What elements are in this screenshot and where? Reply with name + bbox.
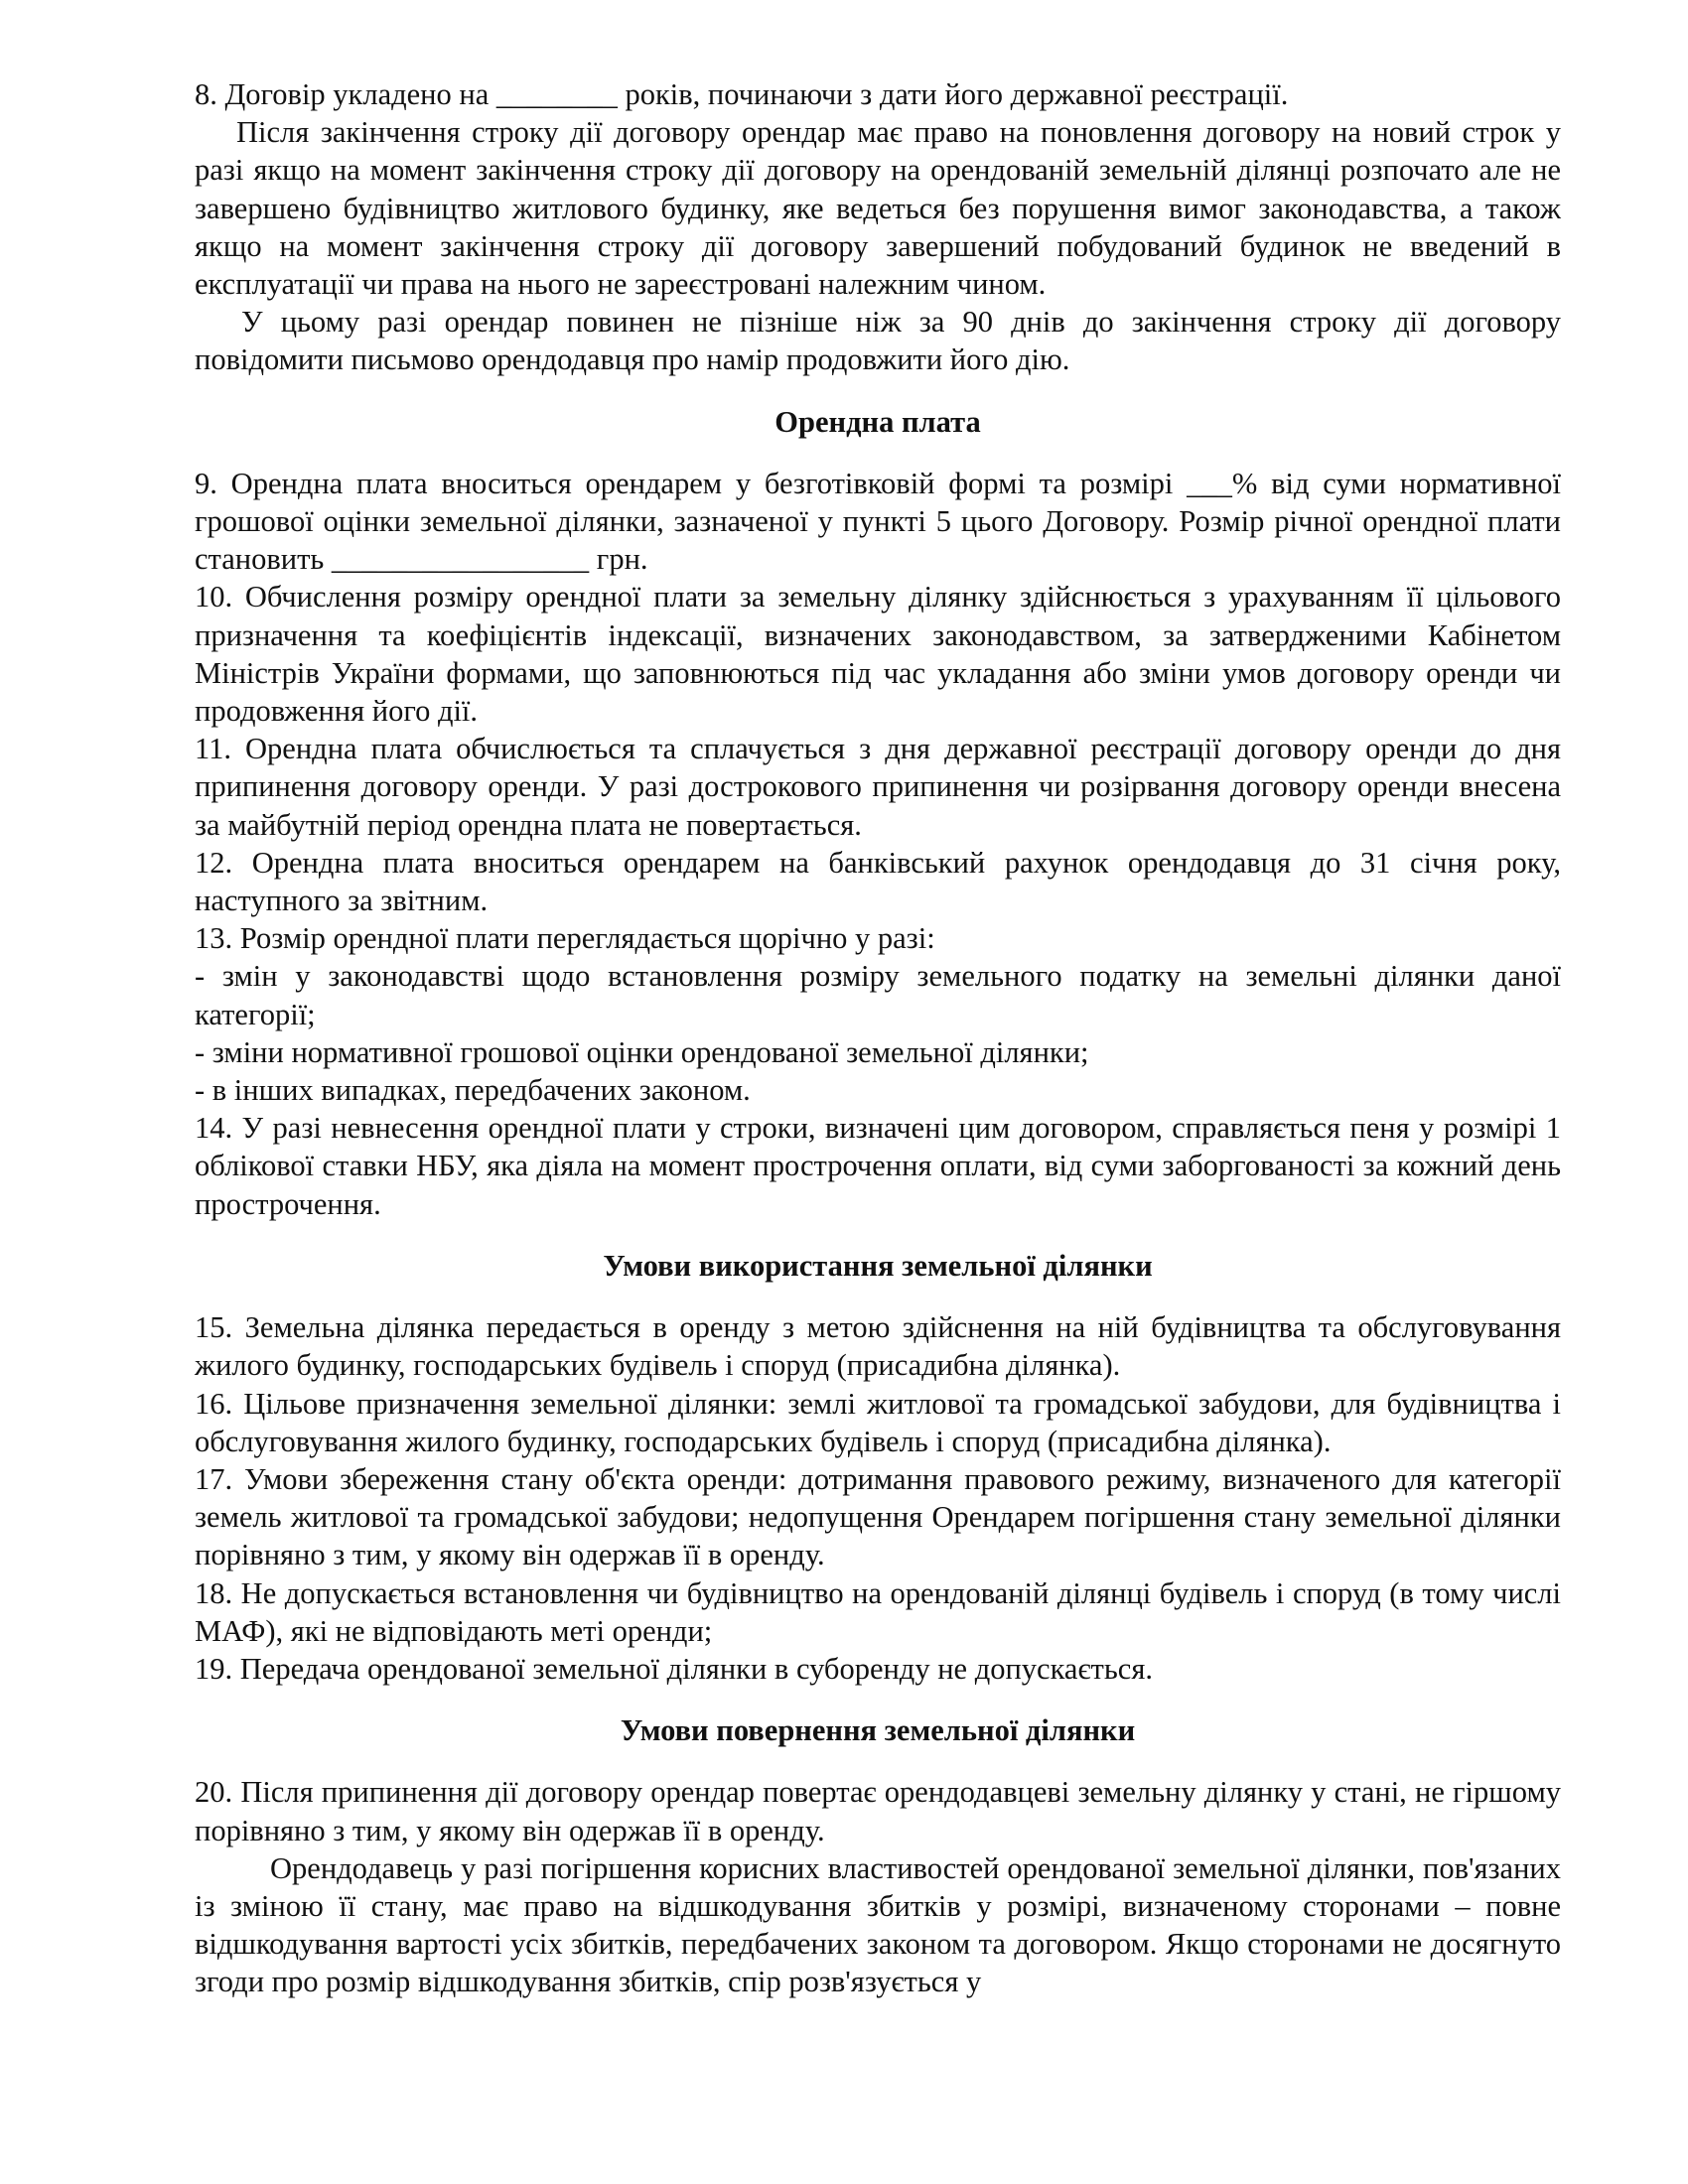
clause-13-item-3: - в інших випадках, передбачених законом.: [195, 1073, 751, 1108]
clause-13-item-1: - змін у законодавстві щодо встановлення розміру земельного податку на земельні ділянки даної категорії;: [195, 959, 1561, 1031]
clause-17: 17. Умови збереження стану об'єкта оренди: дотримання правового режиму, визначеного для категорії земель житлової та громадської забудови; недопущення Орендарем погіршення стану земельної ділянки порівняно з тим, у якому він одержав її в оренду.: [195, 1461, 1561, 1572]
clause-11: 11. Орендна плата обчислюється та сплачується з дня державної реєстрації договору оренди до дня припинення договору оренди. У разі дострокового припинення чи розірвання договору оренди внесена за майбутній період орендна плата не повертається.: [195, 732, 1561, 842]
clause-8-notice-paragraph: У цьому разі орендар повинен не пізніше ніж за 90 днів до закінчення строку дії договору повідомити письмово орендодавця про намір продовжити його дію.: [195, 305, 1561, 377]
clause-10: 10. Обчислення розміру орендної плати за земельну ділянку здійснюється з урахуванням її цільового призначення та коефіцієнтів індексації, визначених законодавством, за затвердженими Кабінетом Міністрів України формами, що заповнюються під час укладання або зміни умов договору оренди чи продовження його дії.: [195, 580, 1561, 729]
clause-12: 12. Орендна плата вноситься орендарем на банківський рахунок орендодавця до 31 січня року, наступного за звітним.: [195, 845, 1561, 918]
clause-16: 16. Цільове призначення земельної ділянки: землі житлової та громадської забудови, для будівництва і обслуговування жилого будинку, господарських будівель і споруд (присадибна ділянка).: [195, 1386, 1561, 1458]
section-heading-land-return: Умови повернення земельної ділянки: [620, 1713, 1136, 1748]
clause-13-item-2: - зміни нормативної грошової оцінки орендованої земельної ділянки;: [195, 1034, 1089, 1069]
clause-9: 9. Орендна плата вноситься орендарем у безготівковій формі та розмірі ___% від суми нормативної грошової оцінки земельної ділянки, зазначеної у пункті 5 цього Договору. Розмір річної орендної плати становить _________________ грн.: [195, 466, 1561, 577]
clause-20-compensation-paragraph: Орендодавець у разі погіршення корисних властивостей орендованої земельної ділянки, пов'язаних із зміною її стану, має право на відшкодування збитків у розмірі, визначеному сторонами – повне відшкодування вартості усіх збитків, передбачених законом та договором. Якщо сторонами не досягнуто згоди про розмір відшкодування збитків, спір розв'язується у: [195, 1850, 1561, 1999]
document-page: [195, 75, 1561, 2001]
section-heading-land-use: Умови використання земельної ділянки: [603, 1248, 1153, 1283]
clause-19: 19. Передача орендованої земельної ділянки в суборенду не допускається.: [195, 1651, 1153, 1686]
clause-15: 15. Земельна ділянка передається в оренду з метою здійснення на ній будівництва та обслуговування жилого будинку, господарських будівель і споруд (присадибна ділянка).: [195, 1310, 1561, 1383]
clause-8: 8. Договір укладено на ________ років, починаючи з дати його державної реєстрації.: [195, 77, 1289, 111]
clause-18: 18. Не допускається встановлення чи будівництво на орендованій ділянці будівель і споруд (в тому числі МАФ), які не відповідають меті оренди;: [195, 1575, 1561, 1648]
clause-13: 13. Розмір орендної плати переглядається щорічно у разі:: [195, 921, 935, 956]
clause-8-renewal-paragraph: Після закінчення строку дії договору орендар має право на поновлення договору на новий строк у разі якщо на момент закінчення строку дії договору на орендованій земельній ділянці розпочато але не завершено будівництво житлового будинку, яке ведеться без порушення вимог законодавства, а також якщо на момент закінчення строку дії договору завершений побудований будинок не введений в експлуатації чи права на нього не зареєстровані належним чином.: [195, 115, 1561, 302]
clause-20: 20. Після припинення дії договору орендар повертає орендодавцеві земельну ділянку у стані, не гіршому порівняно з тим, у якому він одержав її в оренду.: [195, 1775, 1561, 1847]
section-heading-rent: Орендна плата: [774, 404, 981, 439]
clause-14: 14. У разі невнесення орендної плати у строки, визначені цим договором, справляється пеня у розмірі 1 облікової ставки НБУ, яка діяла на момент прострочення оплати, від суми заборгованості за кожний день прострочення.: [195, 1111, 1561, 1221]
